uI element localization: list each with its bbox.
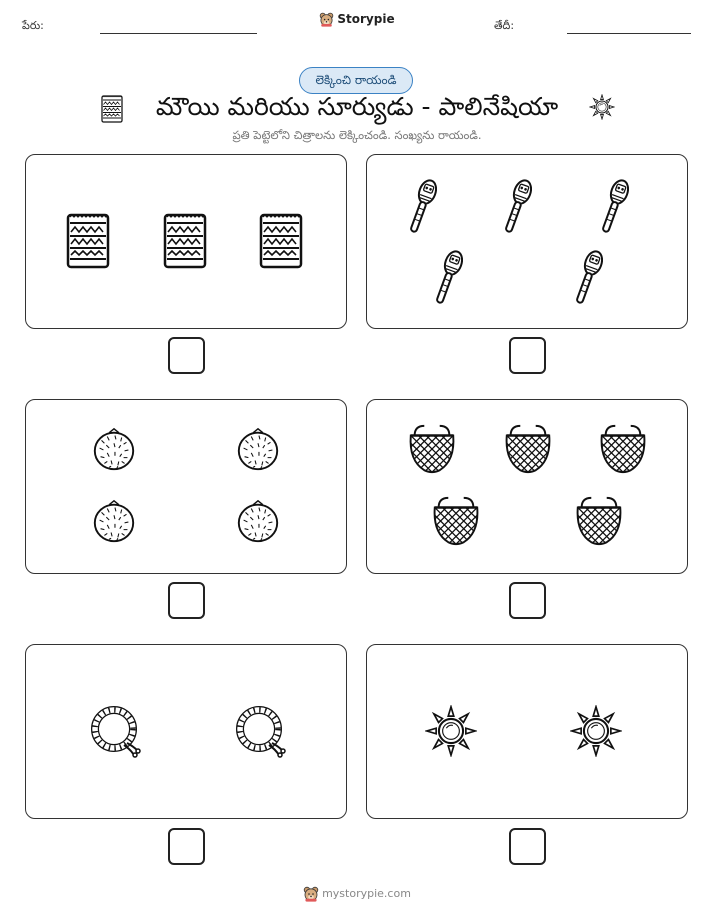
counting-card-3 — [25, 399, 347, 574]
answer-box-3[interactable] — [168, 582, 205, 619]
storypie-bear-icon — [303, 886, 319, 902]
answer-box-2[interactable] — [509, 337, 546, 374]
tapa-cloth-icon — [259, 213, 303, 269]
date-label: తేదీ: — [494, 19, 515, 32]
rope-coil-icon — [86, 703, 142, 759]
coconut-icon — [90, 497, 138, 545]
date-field[interactable] — [567, 33, 691, 34]
net-bag-icon — [572, 494, 626, 548]
answer-box-4[interactable] — [509, 582, 546, 619]
tapa-cloth-icon — [66, 213, 110, 269]
name-field[interactable] — [100, 33, 257, 34]
counting-card-4 — [366, 399, 688, 574]
net-bag-icon — [429, 494, 483, 548]
answer-box-6[interactable] — [509, 828, 546, 865]
coconut-icon — [90, 425, 138, 473]
carved-paddle-icon — [407, 177, 437, 237]
carved-paddle-icon — [573, 248, 603, 308]
carved-paddle-icon — [599, 177, 629, 237]
instructions: ప్రతి పెట్టెలోని చిత్రాలను లెక్కించండి. సంఖ్యను రాయండి. — [232, 128, 482, 142]
counting-card-6 — [366, 644, 688, 819]
brand — [0, 12, 714, 27]
name-label: పేరు: — [22, 19, 44, 32]
net-bag-icon — [405, 422, 459, 476]
net-bag-icon — [501, 422, 555, 476]
sun-icon — [570, 705, 622, 757]
brand-name: Storypie — [337, 12, 395, 26]
answer-box-5[interactable] — [168, 828, 205, 865]
rope-coil-icon — [231, 703, 287, 759]
counting-card-1 — [25, 154, 347, 329]
tapa-cloth-icon — [163, 213, 207, 269]
sun-icon — [589, 94, 615, 120]
counting-card-2 — [366, 154, 688, 329]
activity-badge: లెక్కించి రాయండి — [299, 67, 413, 94]
counting-card-5 — [25, 644, 347, 819]
coconut-icon — [234, 425, 282, 473]
coconut-icon — [234, 497, 282, 545]
net-bag-icon — [596, 422, 650, 476]
storypie-bear-icon — [319, 12, 334, 27]
footer-url[interactable]: mystorypie.com — [322, 887, 411, 900]
footer — [0, 886, 714, 902]
carved-paddle-icon — [433, 248, 463, 308]
page-title: మౌయి మరియు సూర్యుడు - పాలినేషియా — [155, 92, 559, 121]
carved-paddle-icon — [502, 177, 532, 237]
answer-box-1[interactable] — [168, 337, 205, 374]
sun-icon — [425, 705, 477, 757]
